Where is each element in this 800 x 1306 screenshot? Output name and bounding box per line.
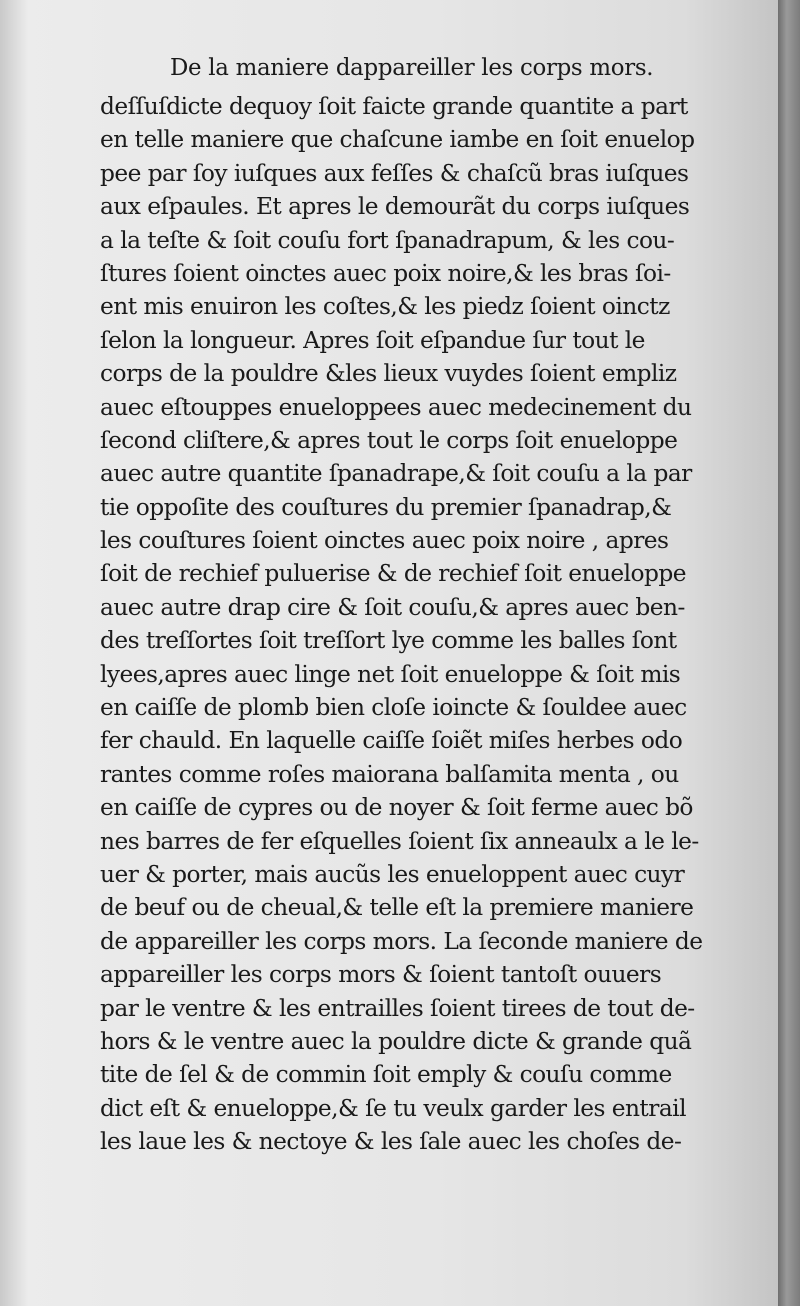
text-line: ent mis enuiron les coſtes,& les piedz ſoient oinctz bbox=[100, 293, 670, 321]
page-edge bbox=[778, 0, 800, 1306]
text-line: les couſtures ſoient oinctes auec poix noire , apres bbox=[100, 527, 669, 555]
spine-shadow bbox=[0, 0, 28, 1306]
text-line: hors & le ventre auec la pouldre dicte & grande quã bbox=[100, 1027, 692, 1055]
text-line: auec autre quantite ſpanadrape,& ſoit couſu a la par bbox=[100, 460, 692, 488]
text-line: par le ventre & les entrailles ſoient tirees de tout de- bbox=[100, 994, 695, 1022]
text-line: les laue les & nectoye & les ſale auec les choſes de- bbox=[100, 1128, 682, 1156]
text-line: a la teſte & ſoit couſu fort ſpanadrapum, & les cou- bbox=[100, 226, 675, 254]
text-line: tite de ſel & de commin ſoit emply & couſu comme bbox=[100, 1061, 672, 1089]
text-line: en caiſſe de plomb bien cloſe ioincte & ſouldee auec bbox=[100, 694, 687, 722]
text-line: nes barres de fer eſquelles ſoient ſix anneaulx a le le- bbox=[100, 827, 699, 855]
text-line: deſſuſdicte dequoy ſoit faicte grande quantite a part bbox=[100, 93, 688, 120]
text-line: ſoit de rechief puluerise & de rechief ſoit enueloppe bbox=[100, 560, 686, 588]
text-line: rantes comme roſes maiorana balſamita menta , ou bbox=[100, 760, 679, 788]
text-line: auec eſtouppes enueloppees auec medecinement du bbox=[100, 393, 692, 421]
text-line: ſelon la longueur. Apres ſoit eſpandue ſur tout le bbox=[100, 326, 645, 354]
text-line: de beuf ou de cheual,& telle eſt la premiere maniere bbox=[100, 894, 694, 922]
text-line: auec autre drap cire & ſoit couſu,& apres auec ben- bbox=[100, 593, 685, 621]
text-line: en caiſſe de cypres ou de noyer & ſoit ferme auec bõ bbox=[100, 794, 693, 822]
text-line: des treſſortes ſoit treſſort lye comme les balles ſont bbox=[100, 627, 677, 655]
text-line: appareiller les corps mors & ſoient tantoſt ouuers bbox=[100, 961, 662, 989]
text-line: tie oppoſite des couſtures du premier ſpanadrap,& bbox=[100, 493, 672, 521]
text-line: fer chauld. En laquelle caiſſe ſoiẽt miſes herbes odo bbox=[100, 727, 683, 755]
text-line: ſecond cliſtere,& apres tout le corps ſoit enueloppe bbox=[100, 426, 678, 454]
text-line: pee par ſoy iuſques aux feſſes & chaſcũ bras iuſques bbox=[100, 159, 689, 187]
text-line: lyees,apres auec linge net ſoit enueloppe & ſoit mis bbox=[100, 660, 681, 688]
running-head: De la maniere dappareiller les corps mors. bbox=[170, 55, 654, 81]
text-line: dict eſt & enueloppe,& ſe tu veulx garder les entrail bbox=[100, 1094, 686, 1122]
text-line: uer & porter, mais aucũs les enueloppent auec cuyr bbox=[100, 860, 685, 888]
text-line: aux eſpaules. Et apres le demourãt du corps iuſques bbox=[100, 193, 690, 221]
text-block bbox=[100, 46, 720, 1159]
text-line: corps de la pouldre &les lieux vuydes ſoient empliz bbox=[100, 360, 677, 388]
body-text bbox=[100, 90, 720, 1159]
text-line: ſtures ſoient oinctes auec poix noire,& les bras ſoi- bbox=[100, 259, 671, 287]
text-line: en telle maniere que chaſcune iambe en ſoit enuelop bbox=[100, 126, 695, 154]
text-line: de appareiller les corps mors. La ſeconde maniere de bbox=[100, 927, 703, 955]
